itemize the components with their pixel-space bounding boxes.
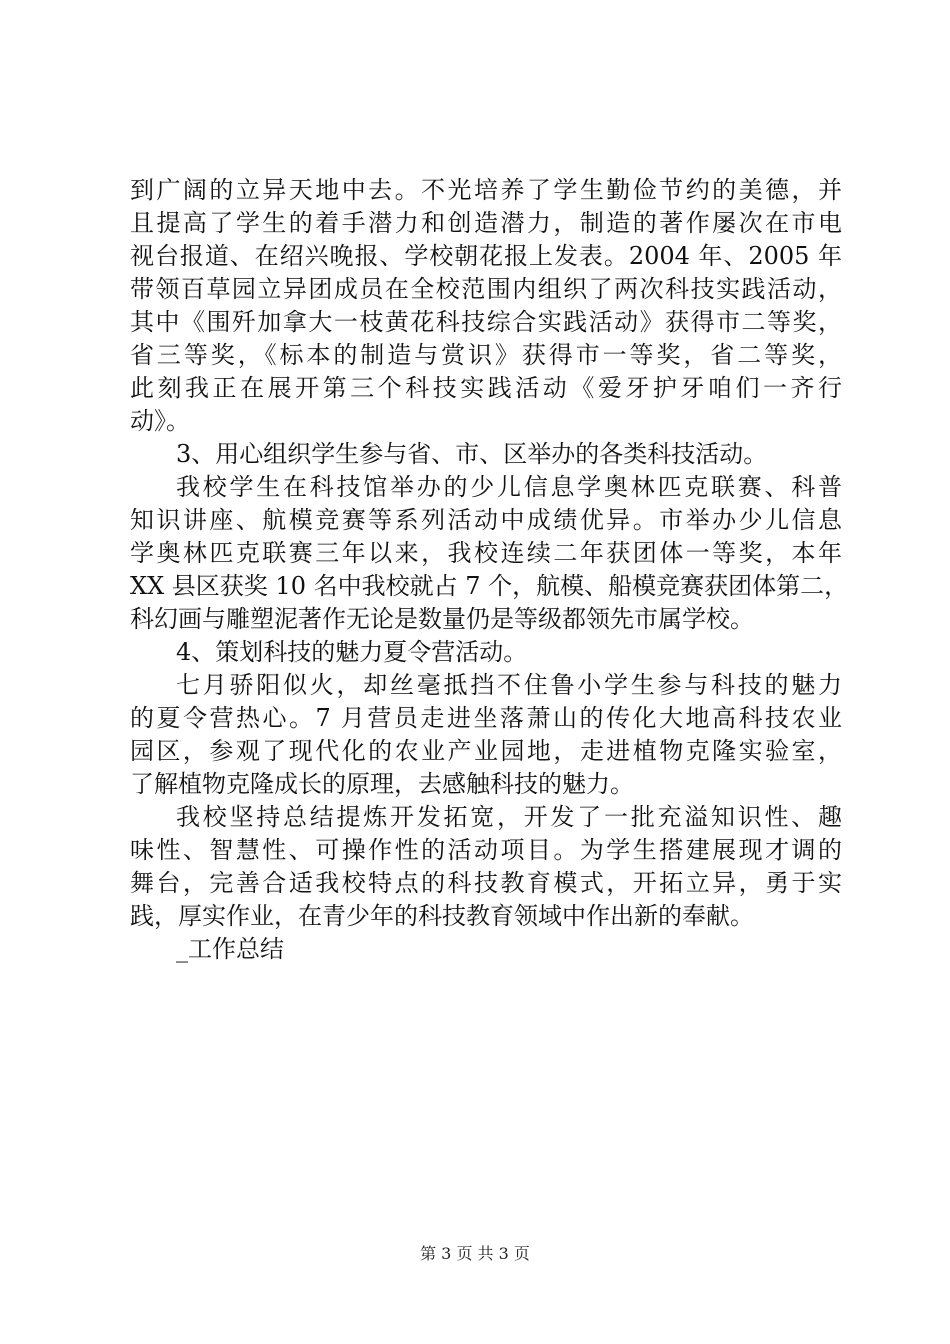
text-line: 舞台，完善合适我校特点的科技教育模式，开拓立异，勇于实 — [130, 869, 842, 897]
text-line: 七月骄阳似火，却丝毫抵挡不住鲁小学生参与科技的魅力 — [176, 671, 842, 699]
text-line: 的夏令营热心。7 月营员走进坐落萧山的传化大地高科技农业 — [130, 704, 842, 732]
text-line: 动》。 — [130, 407, 190, 435]
text-line: 科幻画与雕塑泥著作无论是数量仍是等级都领先市属学校。 — [130, 605, 754, 633]
text-line: 此刻我正在展开第三个科技实践活动《爱牙护牙咱们一齐行 — [130, 374, 842, 402]
text-line: _工作总结 — [176, 935, 284, 963]
text-line: 其中《围歼加拿大一枝黄花科技综合实践活动》获得市二等奖， — [130, 308, 842, 336]
text-line: 了解植物克隆成长的原理，去感触科技的魅力。 — [130, 770, 634, 798]
text-line: 学奥林匹克联赛三年以来，我校连续二年获团体一等奖，本年 — [130, 539, 842, 567]
document-body — [130, 174, 849, 966]
text-line: 我校学生在科技馆举办的少儿信息学奥林匹克联赛、科普 — [176, 473, 842, 501]
text-line: 到广阔的立异天地中去。不光培养了学生勤俭节约的美德，并 — [130, 176, 842, 204]
text-line: 3、用心组织学生参与省、市、区举办的各类科技活动。 — [176, 440, 768, 468]
text-line: 视台报道、在绍兴晚报、学校朝花报上发表。2004 年、2005 年 — [130, 242, 842, 270]
text-line: 4、策划科技的魅力夏令营活动。 — [176, 638, 528, 666]
text-line: 味性、智慧性、可操作性的活动项目。为学生搭建展现才调的 — [130, 836, 842, 864]
text-line: 且提高了学生的着手潜力和创造潜力，制造的著作屡次在市电 — [130, 209, 842, 237]
text-line: 省三等奖，《标本的制造与赏识》获得市一等奖，省二等奖， — [130, 341, 842, 369]
text-line: 践，厚实作业，在青少年的科技教育领域中作出新的奉献。 — [130, 902, 754, 930]
text-line: XX 县区获奖 10 名中我校就占 7 个，航模、船模竞赛获团体第二， — [130, 572, 849, 600]
text-line: 园区，参观了现代化的农业产业园地，走进植物克隆实验室， — [130, 737, 842, 765]
text-line: 我校坚持总结提炼开发拓宽，开发了一批充溢知识性、趣 — [176, 803, 842, 831]
page-number-footer: 第 3 页 共 3 页 — [420, 1244, 530, 1263]
text-line: 带领百草园立异团成员在全校范围内组织了两次科技实践活动， — [130, 275, 842, 303]
text-line: 知识讲座、航模竞赛等系列活动中成绩优异。市举办少儿信息 — [130, 506, 842, 534]
